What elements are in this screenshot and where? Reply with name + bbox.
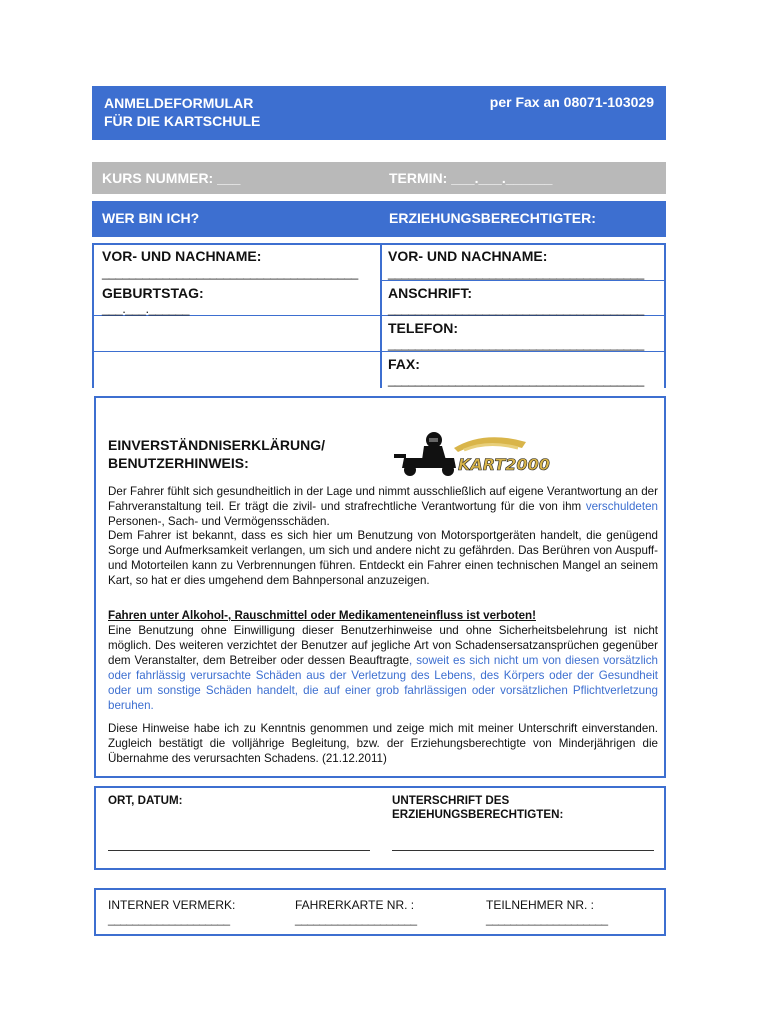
child-name-field[interactable]: ______________________________________ [102,265,358,280]
guardian-name-field[interactable]: ______________________________________ [388,265,644,280]
p3-text-a: Eine Benutzung ohne Einwilligung dieser Benutzerhinweise und ohne Sicherheitsbelehrung ist nicht möglich. Des weiteren verzichtet der Benutzer auf jegliche Art von Schadensersatzansprüchen gegenüber dem Veranstalter, dem Betreiber oder dessen Beauftragte [108,624,658,667]
internal-note-box [94,888,666,936]
signature-box [94,786,666,870]
place-date-field[interactable] [108,850,370,851]
guardian-signature-field[interactable] [392,850,654,851]
svg-text:KART2000: KART2000 [458,455,550,474]
kart2000-logo-icon [384,428,550,478]
child-name-label: VOR- UND NACHNAME: [102,248,262,264]
grid-line [94,351,664,352]
course-row [92,162,666,194]
course-number-field[interactable]: KURS NUMMER: ___ [102,170,241,186]
participant-number-field[interactable]: ____________________ [486,912,608,926]
section-header-row [92,201,666,237]
date-field[interactable]: TERMIN: ___.___.______ [389,170,553,186]
birthday-field[interactable]: ___.___.______ [102,301,189,316]
declaration-title [108,436,325,472]
phone-field[interactable]: ______________________________________ [388,336,644,351]
declaration-paragraph-1 [108,484,658,529]
p1-text-b: Personen-, Sach- und Vermögensschäden. [108,515,330,528]
alcohol-warning-text: Fahren unter Alkohol-, Rauschmittel oder Medikamenteneinfluss ist verboten! [108,609,536,622]
birthday-label: GEBURTSTAG: [102,285,204,301]
declaration-paragraph-3 [108,623,658,713]
internal-note-label: INTERNER VERMERK: [108,898,236,912]
form-title-line1: ANMELDEFORMULAR [104,95,254,111]
guardian-heading: ERZIEHUNGSBERECHTIGTER: [389,210,596,226]
form-header [92,86,666,140]
declaration-title-line2: BENUTZERHINWEIS: [108,455,249,471]
declaration-box [94,396,666,778]
declaration-paragraph-4: Diese Hinweise habe ich zu Kenntnis genommen und zeige mich mit meiner Unterschrift einverstanden. Zugleich bestätigt die volljährige Begleitung, bzw. der Erziehungsberechtigte von Minderjährigen die Übernahme des verursachten Schadens. (21.12.2011) [108,722,658,765]
driver-card-label: FAHRERKARTE NR. : [295,898,415,912]
fax-field[interactable]: ______________________________________ [388,372,644,387]
guardian-signature-label-line1: UNTERSCHRIFT DES [392,794,510,807]
driver-card-field[interactable]: ____________________ [295,912,417,926]
phone-label: TELEFON: [388,320,458,336]
p1-text-blue: verschuldeten [585,500,658,513]
grid-divider [380,245,382,388]
declaration-paragraph-2: Dem Fahrer ist bekannt, dass es sich hier um Benutzung von Motorsportgeräten handelt, die genügend Sorge und Aufmerksamkeit verlangen, um sich und andere nicht zu gefährden. Das Berühren von Auspuff- und Motorteilen kann zu Verbrennungen führen. Entdeckt ein Fahrer einen technischen Mangel an seinem Kart, so hat er dies umgehend dem Bahnpersonal anzuzeigen. [108,529,658,587]
guardian-signature-label [392,794,563,822]
p3-text-blue: , soweit es sich nicht um von diesen vorsätzlich oder fahrlässig verursachte Schäden aus der Verletzung des Lebens, des Körpers oder der Gesundheit oder um sonstige Schäden handelt, die auf einer grob fahrlässigen oder vorsätzlichen Pflichtverletzung beruhen. [108,654,659,712]
form-title [104,94,260,130]
p1-text-a: Der Fahrer fühlt sich gesundheitlich in der Lage und nimmt ausschließlich auf eigene Verantwortung an der Fahrveranstaltung teil. Er trägt die zivil- und strafrechtliche Verantwortung für die von ihm [108,485,658,513]
internal-note-field[interactable]: ____________________ [108,912,230,926]
personal-data-grid [92,243,666,388]
place-date-label: ORT, DATUM: [108,794,183,807]
declaration-title-line1: EINVERSTÄNDNISERKLÄRUNG/ [108,437,326,453]
address-field[interactable]: ______________________________________ [388,301,644,316]
grid-line [382,280,664,281]
guardian-signature-label-line2: ERZIEHUNGSBERECHTIGTEN: [392,808,564,821]
fax-label: FAX: [388,356,420,372]
form-title-line2: FÜR DIE KARTSCHULE [104,113,261,129]
who-am-i-heading: WER BIN ICH? [102,210,200,226]
participant-number-label: TEILNEHMER NR. : [486,898,595,912]
fax-number: per Fax an 08071-103029 [489,94,654,110]
alcohol-warning [108,608,658,623]
guardian-name-label: VOR- UND NACHNAME: [388,248,548,264]
address-label: ANSCHRIFT: [388,285,472,301]
